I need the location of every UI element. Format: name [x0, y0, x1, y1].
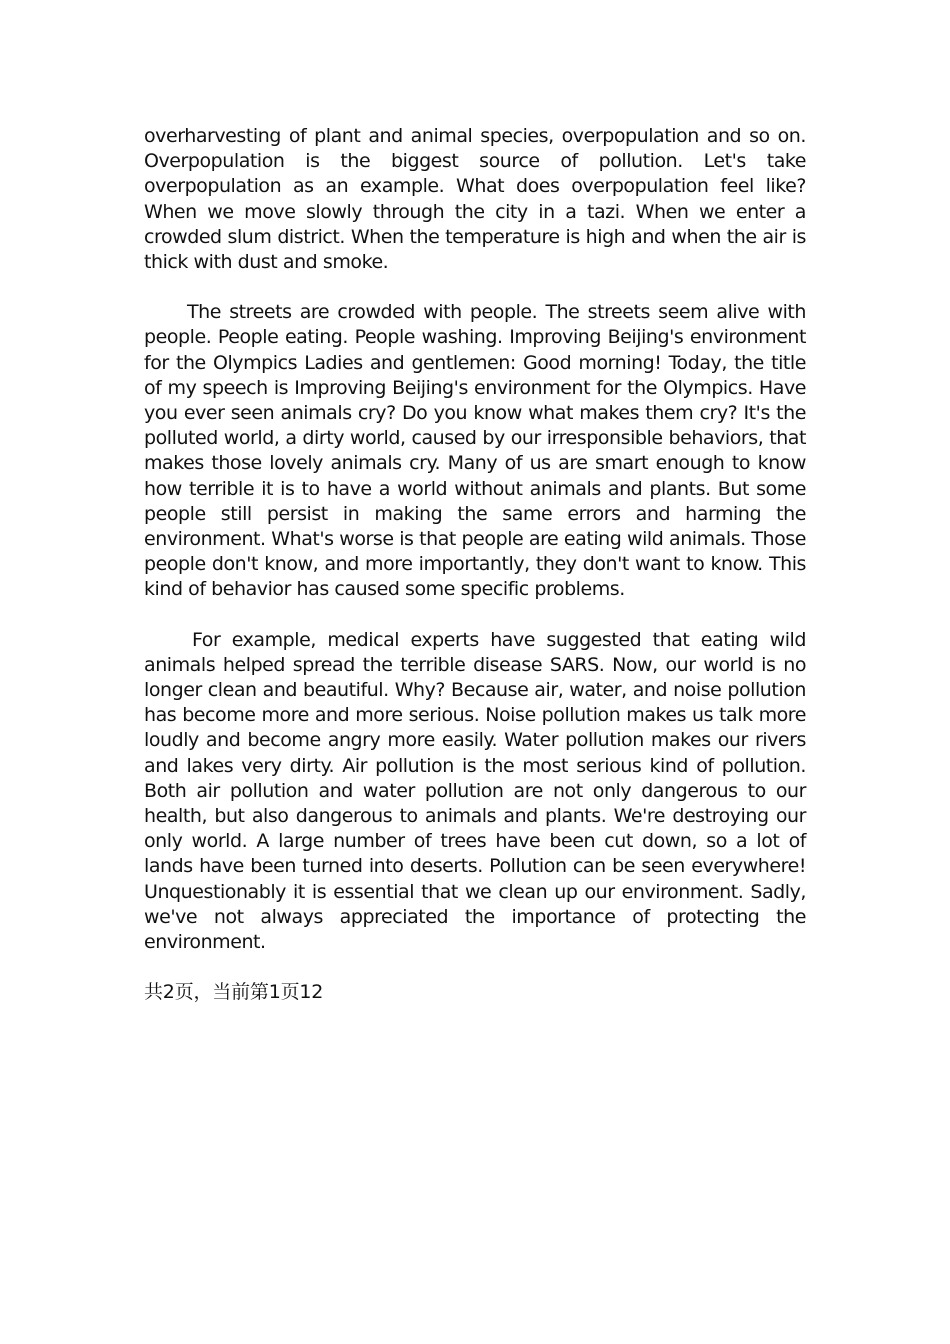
- page-footer: 共2页，当前第1页12: [144, 981, 324, 1004]
- document-page: [144, 124, 806, 1005]
- paragraph-3: For example, medical experts have suggested that eating wild animals helped spread the terrible disease SARS. Now, our world is no longer clean and beautiful. Why? Because air, water, and noise pollution has become more and more serious. Noise pollution makes us talk more loudly and become angry more easily. Water pollution makes our rivers and lakes very dirty. Air pollution is the most serious kind of pollution. Both air pollution and water pollution are not only dangerous to our health, but also dangerous to animals and plants. We're destroying our only world. A large number of trees have been cut down, so a lot of lands have been turned into deserts. Pollution can be seen everywhere! Unquestionably it is essential that we clean up our environment. Sadly, we've not always appreciated the importance of protecting the environment.: [144, 628, 806, 954]
- paragraph-2: The streets are crowded with people. The streets seem alive with people. People eating. People washing. Improving Beijing's environment for the Olympics Ladies and gentlemen: Good morning! Today, the title of my speech is Improving Beijing's environment for the Olympics. Have you ever seen animals cry? Do you know what makes them cry? It's the polluted world, a dirty world, caused by our irresponsible behaviors, that makes those lovely animals cry. Many of us are smart enough to know how terrible it is to have a world without animals and plants. But some people still persist in making the same errors and harming the environment. What's worse is that people are eating wild animals. Those people don't know, and more importantly, they don't want to know. This kind of behavior has caused some specific problems.: [144, 301, 806, 601]
- paragraph-1: overharvesting of plant and animal species, overpopulation and so on. Overpopulation is the biggest source of pollution. Let's take overpopulation as an example. What does overpopulation feel like? When we move slowly through the city in a tazi. When we enter a crowded slum district. When the temperature is high and when the air is thick with dust and smoke.: [144, 125, 806, 274]
